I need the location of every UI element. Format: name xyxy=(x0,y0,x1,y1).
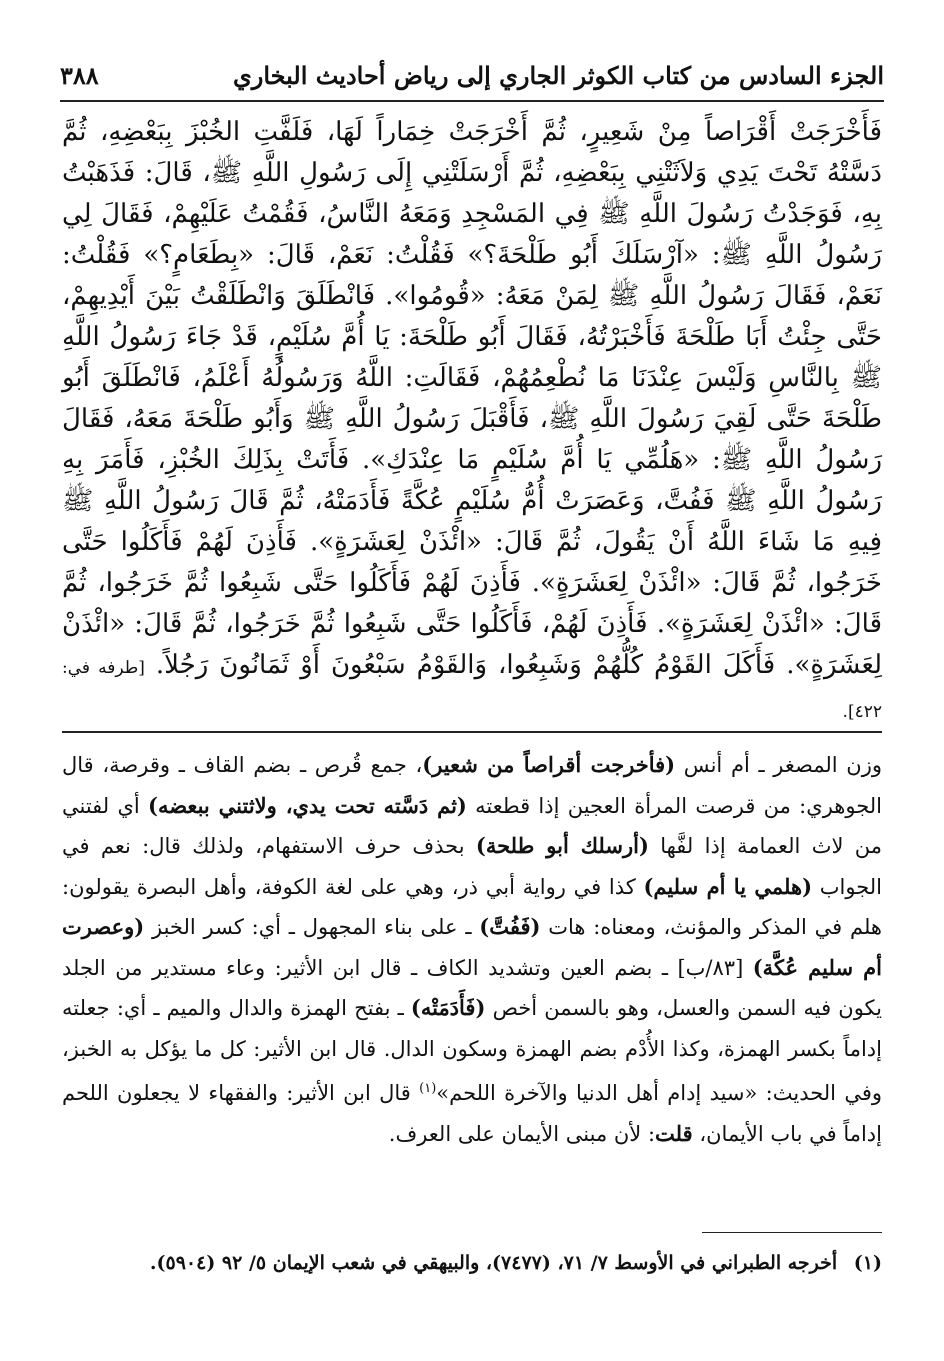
page-header xyxy=(60,50,884,102)
author-note-label: قلت xyxy=(655,1120,693,1146)
quoted-phrase: (ثم دَسَّته تحت يدي، ولاثتني ببعضه) xyxy=(148,792,467,818)
commentary-text: قال ابن الأثير: والفقهاء لا يجعلون اللحم إداماً في باب الأيمان، xyxy=(62,1081,882,1146)
commentary-text: [٨٣/ب] ـ بضم العين وتشديد الكاف ـ قال ابن الأثير: وعاء مستدير من الجلد يكون فيه السمن والعسل، وهو بالسمن أخص xyxy=(62,955,882,1020)
page-number: ٣٨٨ xyxy=(60,60,99,90)
commentary-text: ـ على بناء المجهول ـ أي: كسر الخبز xyxy=(144,915,480,939)
footnote-marker: (١) xyxy=(853,1252,882,1274)
hadith-body: فَأَخْرَجَتْ أَقْرَاصاً مِنْ شَعِيرٍ، ثُمَّ أَخْرَجَتْ خِمَاراً لَهَا، فَلَفَّتِ الخُبْزَ بِبَعْضِهِ، ثُمَّ دَسَّتْهُ تَحْتَ يَدِي وَلاَثَتْنِي بِبَعْضِهِ، ثُمَّ أَرْسَلَتْنِي إِلَى رَسُولِ اللَّهِ ﷺ، قَالَ: فَذَهَبْتُ بِهِ، فَوَجَدْتُ رَسُولَ اللَّهِ ﷺ فِي المَسْجِدِ وَمَعَهُ النَّاسُ، فَقُمْتُ عَلَيْهِمْ، فَقَالَ لِي رَسُولُ اللَّهِ ﷺ: «آرْسَلَكَ أَبُو طَلْحَةَ؟» فَقُلْتُ: نَعَمْ، قَالَ: «بِطَعَامٍ؟» فَقُلْتُ: نَعَمْ، فَقَالَ رَسُولُ اللَّهِ ﷺ لِمَنْ مَعَهُ: «قُومُوا». فَانْطَلَقَ وَانْطَلَقْتُ بَيْنَ أَيْدِيهِمْ، حَتَّى جِئْتُ أَبَا طَلْحَةَ فَأَخْبَرْتُهُ، فَقَالَ أَبُو طَلْحَةَ: يَا أُمَّ سُلَيْمٍ، قَدْ جَاءَ رَسُولُ اللَّهِ ﷺ بِالنَّاسِ وَلَيْسَ عِنْدَنَا مَا نُطْعِمُهُمْ، فَقَالَتِ: اللَّهُ وَرَسُولُهُ أَعْلَمُ، فَانْطَلَقَ أَبُو طَلْحَةَ حَتَّى لَقِيَ رَسُولَ اللَّهِ ﷺ، فَأَقْبَلَ رَسُولُ اللَّهِ ﷺ وَأَبُو طَلْحَةَ مَعَهُ، فَقَالَ رَسُولُ اللَّهِ ﷺ: «هَلُمِّي يَا أُمَّ سُلَيْمٍ مَا عِنْدَكِ». فَأَتَتْ بِذَلِكَ الخُبْزِ، فَأَمَرَ بِهِ رَسُولُ اللَّهِ ﷺ فَفُتَّ، وَعَصَرَتْ أُمُّ سُلَيْمٍ عُكَّةً فَأَدَمَتْهُ، ثُمَّ قَالَ رَسُولُ اللَّهِ ﷺ فِيهِ مَا شَاءَ اللَّهُ أَنْ يَقُولَ، ثُمَّ قَالَ: «ائْذَنْ لِعَشَرَةٍ». فَأَذِنَ لَهُمْ فَأَكَلُوا حَتَّى خَرَجُوا، ثُمَّ قَالَ: «ائْذَنْ لِعَشَرَةٍ». فَأَذِنَ لَهُمْ فَأَكَلُوا حَتَّى شَبِعُوا ثُمَّ خَرَجُوا، ثُمَّ قَالَ: «ائْذَنْ لِعَشَرَةٍ». فَأَذِنَ لَهُمْ، فَأَكَلُوا حَتَّى شَبِعُوا ثُمَّ خَرَجُوا، ثُمَّ قَالَ: «ائْذَنْ لِعَشَرَةٍ». فَأَكَلَ القَوْمُ كُلُّهُمْ وَشَبِعُوا، وَالقَوْمُ سَبْعُونَ أَوْ ثَمَانُونَ رَجُلاً. xyxy=(62,117,882,680)
commentary-text: بحذف حرف الاستفهام، ولذلك قال: نعم في الجواب xyxy=(62,834,882,899)
footnote xyxy=(62,1248,882,1278)
hadith-text xyxy=(62,112,882,733)
quoted-phrase: (هلمي يا أم سليم) xyxy=(643,873,813,899)
commentary-text: وزن المصغر ـ أم أنس xyxy=(675,753,882,777)
commentary-text: : لأن مبنى الأيمان على العرف. xyxy=(388,1121,656,1146)
footnote-text: أخرجه الطبراني في الأوسط ٧/ ٧١، (٧٤٧٧)، والبيهقي في شعب الإيمان ٥/ ٩٢ (٥٩٠٤). xyxy=(149,1252,838,1274)
quoted-phrase: (فأخرجت أقراصاً من شعير) xyxy=(422,752,676,777)
quoted-phrase: (فَفُتَّ) xyxy=(479,914,541,939)
commentary-text: أي لفتني من لاث العمامة إذا لفَّها xyxy=(62,793,882,858)
hadith-reference: [طرفه في: ٤٢٢]. xyxy=(62,658,882,722)
quoted-phrase: (وعصرت أم سليم عُكَّة) xyxy=(62,914,882,980)
commentary xyxy=(62,745,882,1154)
commentary-text: كذا في رواية أبي ذر، وهي على لغة الكوفة، وأهل البصرة يقولون: هلم في المذكر والمؤنث، ومعناه: هات xyxy=(62,874,882,939)
footnote-reference[interactable]: (١) xyxy=(419,1081,437,1096)
quoted-phrase: (أرسلك أبو طلحة) xyxy=(475,833,649,858)
commentary-text: ـ بفتح الهمزة والدال والميم ـ أي: جعلته إداماً بكسر الهمزة، وكذا الأُدْم بضم الهمزة وسكون الدال. قال ابن الأثير: كل ما يؤكل به الخبز، وفي الحديث: «سيد إدام أهل الدنيا والآخرة اللحم» xyxy=(62,996,883,1105)
text-separator xyxy=(62,731,882,733)
quoted-phrase: (فَأَدَمَتْه) xyxy=(410,995,486,1020)
commentary-text: ، جمع قُرص ـ بضم القاف ـ وقرصة، قال الجوهري: من قرصت المرأة العجين إذا قطعته xyxy=(62,753,882,818)
footnote-separator xyxy=(702,1232,882,1233)
running-title: الجزء السادس من كتاب الكوثر الجاري إلى رياض أحاديث البخاري xyxy=(232,60,884,90)
